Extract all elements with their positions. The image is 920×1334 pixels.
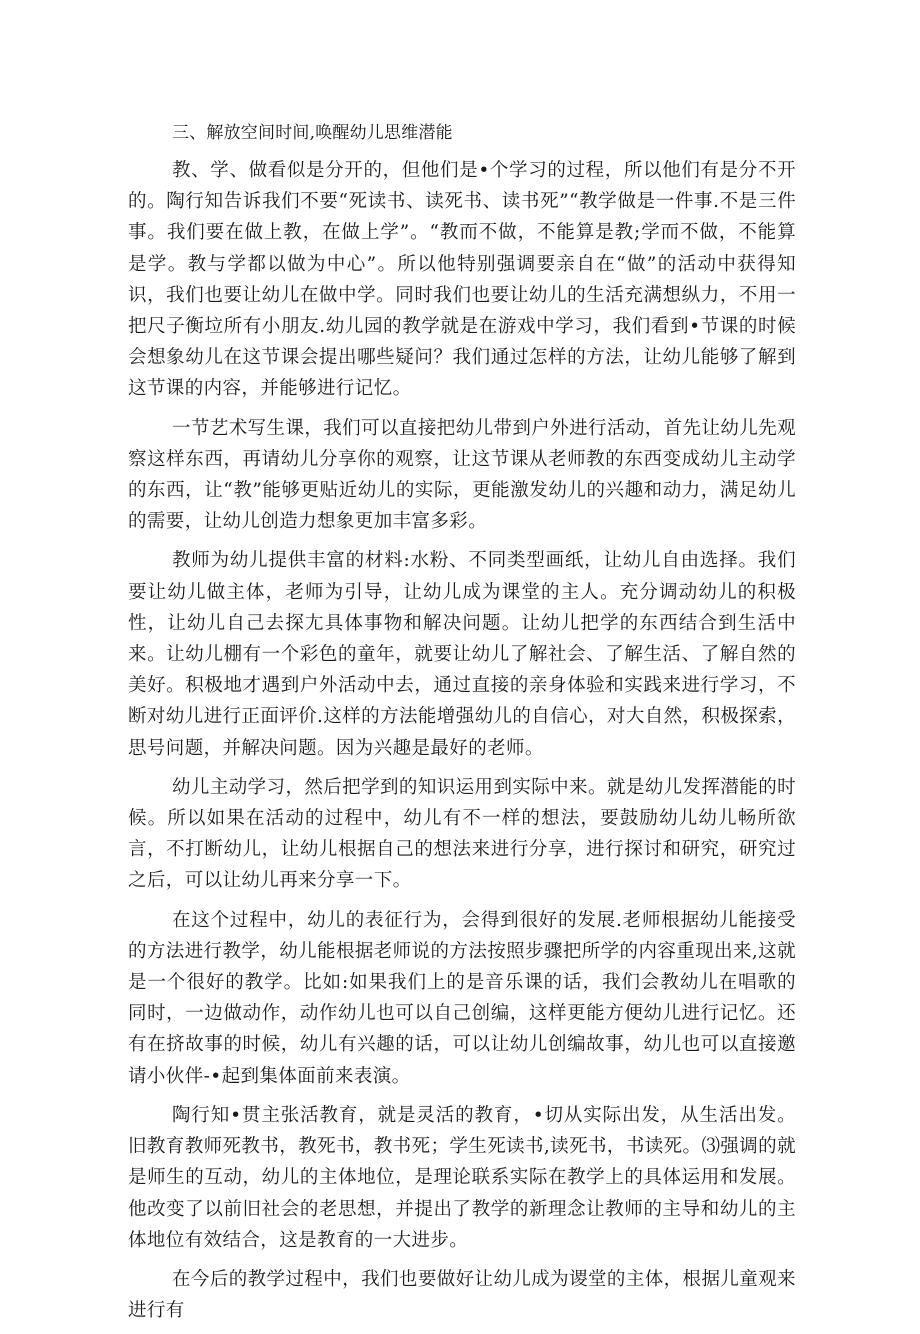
paragraph-art-sketch-class: 一节艺术写生课，我们可以直接把幼儿带到户外进行活动，首先让幼儿先观察这样东西，再请幼儿分享你的观察，让这节课从老师教的东西变成幼儿主动学的东西，让“教”能够更贴近幼儿的实际，更能激发幼儿的兴趣和动力，满足幼儿的需要，让幼儿创造力想象更加丰富多彩。: [128, 417, 796, 533]
section-heading: 三、解放空间时间,唤醒幼儿思维潜能: [172, 123, 453, 143]
paragraph-materials: 教师为幼儿提供丰富的材料:水粉、不同类型画纸，让幼儿自由选择。我们要让幼儿做主体，老师为引导，让幼儿成为课堂的主人。充分调动幼儿的积极性，让幼儿自己去探尢具体事物和解决问题。让幼儿把学的东西结合到生活中来。让幼儿棚有一个彩色的童年，就要让幼儿了解社会、了解生活、了解自然的美好。积极地才遇到户外活动中去，通过直接的亲身体验和实践来进行学习，不断对幼儿进行正面评价.这样的方法能增强幼儿的自信心，对大自然，积极探索，思号问题，并解决问题。因为兴趣是最好的老师。: [128, 550, 796, 759]
paragraph-active-learning: 幼儿主动学习，然后把学到的知识运用到实际中来。就是幼儿发挥潜能的时候。所以如果在活动的过程中，幼儿有不一样的想法，要鼓励幼儿幼儿畅所欲言，不打断幼儿，让幼儿根据自己的想法来进行分享，进行探讨和研究，研究过之后，可以让幼儿再来分享一下。: [128, 776, 796, 892]
paragraph-living-education: 陶行知•贯主张活教育，就是灵活的教育，•切从实际出发，从生活出发。旧教育教师死教书，教死书，教书死；学生死读书,读死书，书读死。⑶强调的就是师生的互动，幼儿的主体地位，是理论联系实际在教学上的具体运用和发展。他改变了以前旧社会的老思想，并提出了教学的新理念让教师的主导和幼儿的主体地位有效结合，这是教育的一大进步。: [128, 1104, 796, 1251]
paragraph-learning-by-doing: 教、学、做看似是分开的，但他们是•个学习的过程，所以他们有是分不开的。陶行知告诉我们不要“死读书、读死书、读书死”“教学做是一件事.不是三件事。我们要在做上教，在做上学”。“教而不做，不能算是教;学而不做，不能算是学。教与学都以做为中心”。所以他特别强调要亲自在“做”的活动中获得知识，我们也要让幼儿在做中学。同时我们也要让幼儿的生活充满想纵力，不用一把尺子衡垃所有小朋友.幼儿园的教学就是在游戏中学习，我们看到•节课的时候会想象幼儿在这节课会提出哪些疑问？我们通过怎样的方法，让幼儿能够了解到这节课的内容，并能够进行记忆。: [128, 160, 796, 400]
paragraph-future-teaching: 在今后的教学过程中，我们也要做好让幼儿成为谡堂的主体，根据儿童观来进行有: [128, 1268, 796, 1322]
document-body: [128, 118, 796, 1334]
paragraph-representation: 在这个过程中，幼儿的表征行为，会得到很好的发展.老师根据幼儿能接受的方法进行教学，幼儿能根据老师说的方法按照步骤把所学的内容重现出来,这就是一个很好的教学。比如:如果我们上的是音乐课的话，我们会教幼儿在唱歌的同时，一边做动作，动作幼儿也可以自己创编，这样更能方便幼儿进行记忆。还有在挤故事的时候，幼儿有兴趣的话，可以让幼儿创编故事，幼儿也可以直接邀请小伙伴-•起到集体面前来表演。: [128, 909, 796, 1087]
